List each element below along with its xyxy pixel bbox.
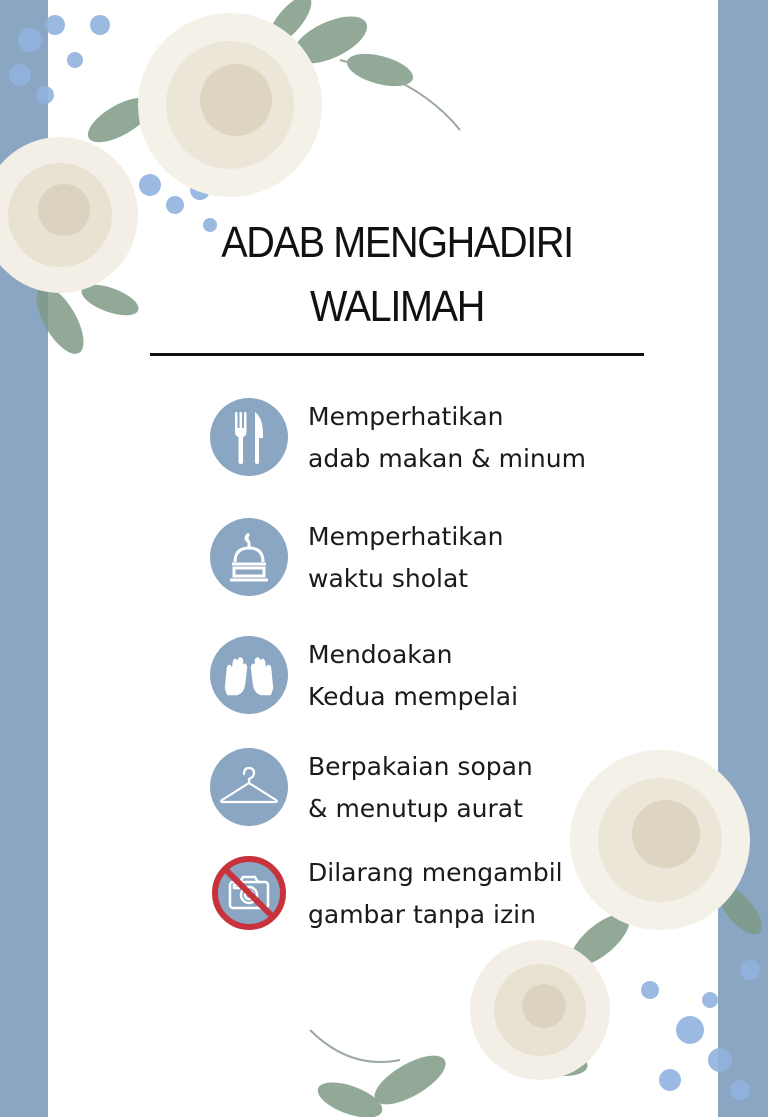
list-item-prayer-time bbox=[210, 518, 630, 602]
list-item-pray-for-couple bbox=[210, 636, 630, 720]
item-text-line-2: & menutup aurat bbox=[308, 794, 523, 823]
list-item-no-photos bbox=[210, 854, 630, 938]
list-item-modest-dress bbox=[210, 748, 630, 832]
blue-blossoms bbox=[641, 960, 760, 1100]
item-text-line-1: Memperhatikan bbox=[308, 522, 504, 551]
item-text-line-2: adab makan & minum bbox=[308, 444, 586, 473]
hanger-icon bbox=[210, 748, 288, 826]
item-text-line-2: gambar tanpa izin bbox=[308, 900, 536, 929]
mosque-icon bbox=[210, 518, 288, 596]
item-text-line-1: Memperhatikan bbox=[308, 402, 504, 431]
page-title-line-2: WALIMAH bbox=[310, 282, 484, 331]
praying-hands-icon bbox=[210, 636, 288, 714]
page-title-line-1: ADAB MENGHADIRI bbox=[221, 218, 573, 267]
item-text-line-1: Mendoakan bbox=[308, 640, 453, 669]
item-text-line-2: waktu sholat bbox=[308, 564, 469, 593]
item-text-line-1: Dilarang mengambil bbox=[308, 858, 563, 887]
no-camera-icon bbox=[210, 854, 288, 932]
title-divider bbox=[150, 353, 644, 356]
item-text-line-2: Kedua mempelai bbox=[308, 682, 519, 711]
item-text-line-1: Berpakaian sopan bbox=[308, 752, 533, 781]
fork-knife-icon bbox=[210, 398, 288, 476]
list-item-eating-etiquette bbox=[210, 398, 630, 482]
